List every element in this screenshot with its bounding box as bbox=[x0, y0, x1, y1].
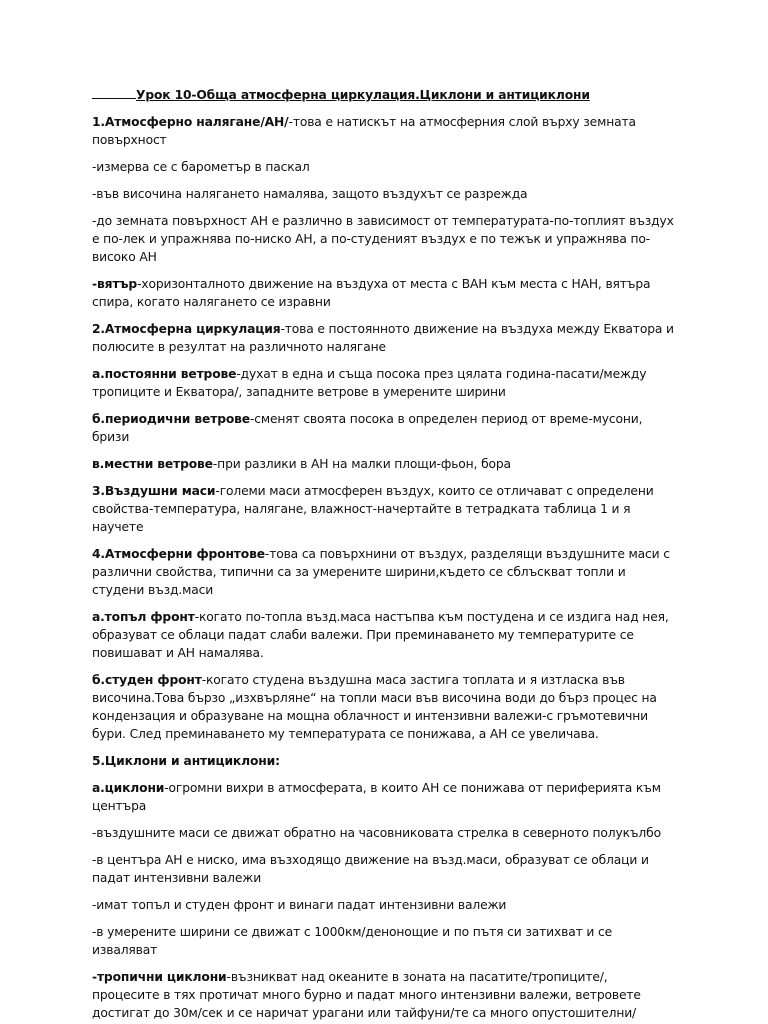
paragraph-bold-term: -тропични циклони bbox=[92, 970, 227, 984]
paragraph bbox=[92, 275, 676, 311]
paragraph bbox=[92, 923, 676, 959]
paragraph-text: -духат в една и съща посока през цялата година-пасати/между тропиците и Екватора/, западните ветрове в умерените ширини bbox=[92, 367, 647, 399]
paragraph-text: -при разлики в АН на малки площи-фьон, бора bbox=[212, 457, 511, 471]
paragraph bbox=[92, 212, 676, 266]
paragraph-text: -до земната повърхност АН е различно в зависимост от температурата-по-топлият въздух е по-лек и упражнява по-ниско АН, а по-студеният въздух е по тежък и упражнява по-високо АН bbox=[92, 214, 674, 264]
paragraph bbox=[92, 455, 676, 473]
paragraph bbox=[92, 482, 676, 536]
paragraph-bold-term: б.периодични ветрове bbox=[92, 412, 250, 426]
paragraph-text: -когато студена въздушна маса застига топлата и я изтласка във височина.Това бързо „изхвърляне“ на топли маси във височина води до бърз процес на кондензация и образуване на мощна облачност и интензивни валежи-с гръмотевични бури. След преминаването му температурата се понижава, а АН се увеличава. bbox=[92, 673, 657, 741]
paragraph-bold-term: а.постоянни ветрове bbox=[92, 367, 237, 381]
paragraph-bold-term: 3.Въздушни маси bbox=[92, 484, 216, 498]
paragraph-text: -огромни вихри в атмосферата, в които АН се понижава от периферията към центъра bbox=[92, 781, 661, 813]
title-indent-underline bbox=[92, 86, 136, 99]
paragraph-bold-term: -вятър bbox=[92, 277, 138, 291]
paragraph-text: -във височина налягането намалява, защото въздухът се разрежда bbox=[92, 187, 528, 201]
paragraph-bold-term: 2.Атмосферна циркулация bbox=[92, 322, 281, 336]
paragraph-text: -това е натискът на атмосферния слой върху земната повърхност bbox=[92, 115, 636, 147]
paragraph-text: -хоризонталното движение на въздуха от места с ВАН към места с НАН, вятъра спира, когато налягането се изравни bbox=[92, 277, 651, 309]
paragraph-bold-term: б.студен фронт bbox=[92, 673, 202, 687]
paragraph bbox=[92, 113, 676, 149]
paragraph bbox=[92, 968, 676, 1022]
paragraph bbox=[92, 779, 676, 815]
paragraph-text: -възникват над океаните в зоната на пасатите/тропиците/, процесите в тях протичат много бурно и падат много интензивни валежи, ветровете достигат до 30м/сек и се наричат урагани или тайфуни/те са много опустошителни/ bbox=[92, 970, 641, 1020]
paragraph-bold-term: в.местни ветрове bbox=[92, 457, 213, 471]
paragraph-text: -това е постоянното движение на въздуха между Екватора и полюсите в резултат на различното налягане bbox=[92, 322, 674, 354]
paragraph-text: -имат топъл и студен фронт и винаги падат интензивни валежи bbox=[92, 898, 507, 912]
title-text: Урок 10-Обща атмосферна циркулация.Циклони и антициклони bbox=[136, 88, 590, 102]
paragraph-text: -когато по-топла възд.маса настъпва към постудена и се издига над нея, образуват се облаци падат слаби валежи. При преминаването му температурите се повишават и АН намалява. bbox=[92, 610, 669, 660]
paragraph-text: -това са повърхнини от въздух, разделящи въздушните маси с различни свойства, типични са за умерените ширини,където се сблъскват топли и студени възд.маси bbox=[92, 547, 670, 597]
paragraph-text: -измерва се с барометър в паскал bbox=[92, 160, 310, 174]
paragraph-text: -големи маси атмосферен въздух, които се отличават с определени свойства-температура, налягане, влажност-начертайте в тетрадката таблица 1 и я научете bbox=[92, 484, 654, 534]
paragraph bbox=[92, 608, 676, 662]
paragraph bbox=[92, 410, 676, 446]
paragraph-text: -въздушните маси се движат обратно на часовниковата стрелка в северното полукълбо bbox=[92, 826, 661, 840]
paragraph-bold-term: 5.Циклони и антициклони: bbox=[92, 754, 280, 768]
paragraph-bold-term: а.топъл фронт bbox=[92, 610, 195, 624]
paragraph-text: -в центъра АН е ниско, има възходящо движение на възд.маси, образуват се облаци и падат интензивни валежи bbox=[92, 853, 649, 885]
page-title bbox=[92, 86, 676, 104]
paragraph bbox=[92, 671, 676, 743]
paragraph bbox=[92, 851, 676, 887]
paragraph-text: -сменят своята посока в определен период от време-мусони, бризи bbox=[92, 412, 643, 444]
paragraph-bold-term: 1.Атмосферно налягане/АН/ bbox=[92, 115, 289, 129]
paragraph bbox=[92, 185, 676, 203]
paragraph bbox=[92, 824, 676, 842]
paragraph-bold-term: 4.Атмосферни фронтове bbox=[92, 547, 265, 561]
paragraph-text: -в умерените ширини се движат с 1000км/денонощие и по пътя си затихват и се изваляват bbox=[92, 925, 613, 957]
paragraph bbox=[92, 320, 676, 356]
paragraph bbox=[92, 752, 676, 770]
paragraph bbox=[92, 545, 676, 599]
paragraph bbox=[92, 158, 676, 176]
paragraph bbox=[92, 365, 676, 401]
paragraph bbox=[92, 896, 676, 914]
paragraph-bold-term: а.циклони bbox=[92, 781, 165, 795]
